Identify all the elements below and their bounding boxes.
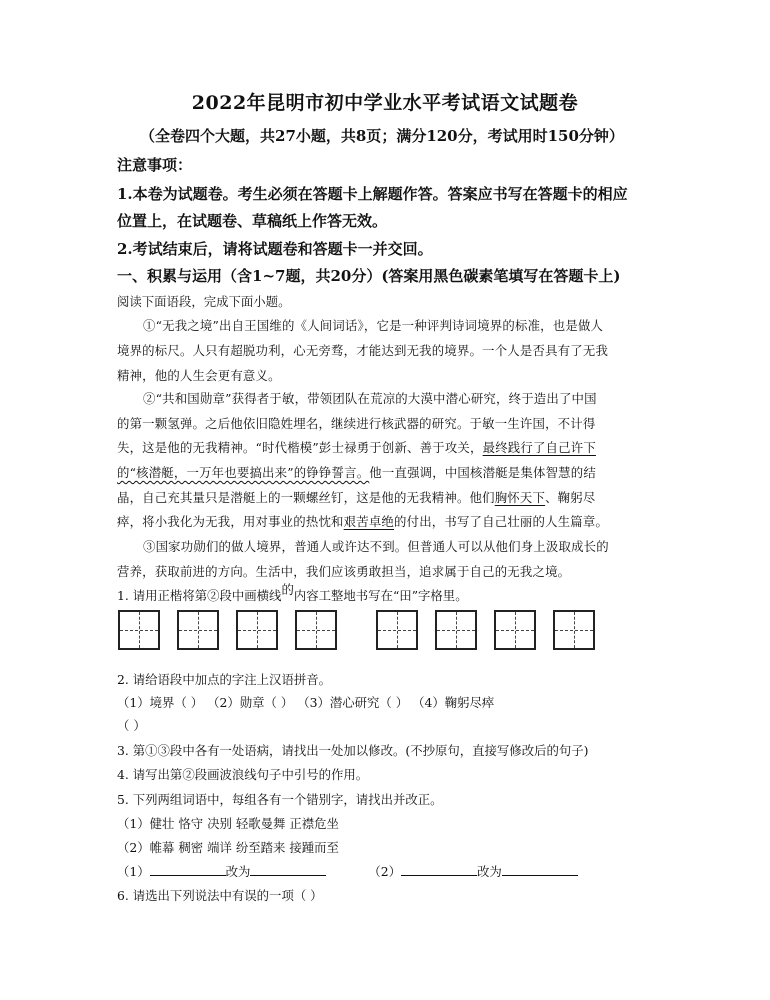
question-2-options: （1）境界（ ） （2）勋章（ ） （3）潜心研究（ ） （4）鞠躬尽瘁 xyxy=(117,695,495,710)
tianzige-box[interactable] xyxy=(236,610,278,650)
passage-text: 晶，自己充其量只是潜艇上的一颗螺丝钉，这是他的无我精神。他们 xyxy=(117,490,495,505)
passage-p2-line6 xyxy=(117,512,608,530)
question-1: 1. 请用正楷将第②段中画横线的内容工整地书写在“田”字格里。 xyxy=(117,582,468,603)
question-5-answer-line: （1） 改为 （2） 改为 xyxy=(117,862,578,880)
tianzige-box[interactable] xyxy=(435,610,477,650)
section-heading: 一、积累与运用（含1~7题，共20分）(答案用黑色碳素笔填写在答题卡上) xyxy=(117,267,621,285)
tianzige-box[interactable] xyxy=(118,610,160,650)
passage-text: 的付出，书写了自己壮丽的人生篇章。 xyxy=(394,514,609,529)
answer-blank[interactable] xyxy=(250,863,326,876)
notice-item-1a: 1.本卷为试题卷。考生必须在答题卡上解题作答。答案应书写在答题卡的相应 xyxy=(117,185,628,203)
question-2: 2. 请给语段中加点的字注上汉语拼音。 xyxy=(117,672,332,687)
passage-p2-line5 xyxy=(117,488,595,506)
question-6: 6. 请选出下列说法中有误的一项（ ） xyxy=(117,888,323,903)
passage-p3-line1: ③国家功勋们的做人境界，普通人或许达不到。但普通人可以从他们身上汲取成长的 xyxy=(143,539,609,554)
tianzige-box[interactable] xyxy=(177,610,219,650)
answer-blank[interactable] xyxy=(401,863,477,876)
question-5-group-2: （2）帷幕 稠密 端详 纷至踏来 接踵而至 xyxy=(117,840,339,855)
passage-p2-line4 xyxy=(117,463,596,481)
notice-item-1b: 位置上，在试题卷、草稿纸上作答无效。 xyxy=(117,212,388,230)
question-4: 4. 请写出第②段画波浪线句子中引号的作用。 xyxy=(117,767,369,782)
passage-p2-line1: ②“共和国勋章”获得者于敏，带领团队在荒凉的大漠中潜心研究，终于造出了中国 xyxy=(143,391,597,406)
passage-p1-line3: 精神，他的人生会更有意义。 xyxy=(117,368,281,383)
passage-text: 瘁，将小我化为无我，用对事业的热忱和 xyxy=(117,514,344,529)
exam-subtitle: （全卷四个大题，共27小题，共8页；满分120分，考试用时150分钟） xyxy=(140,127,624,145)
question-5-group-1: （1）健壮 恪守 决别 轻歌曼舞 正襟危坐 xyxy=(117,816,339,831)
passage-text: 失，这是他的无我精神。“时代楷模”彭士禄勇于创新、善于攻关， xyxy=(117,440,483,455)
underlined-idiom-1: 胸怀天下 xyxy=(494,490,546,505)
notice-item-2: 2.考试结束后，请将试题卷和答题卡一并交回。 xyxy=(117,240,433,258)
question-5: 5. 下列两组词语中，每组各有一个错别字，请找出并改正。 xyxy=(117,792,443,807)
passage-text: 、鞠躬尽 xyxy=(545,490,596,505)
tianzige-box[interactable] xyxy=(376,610,418,650)
passage-p1-line2: 境界的标尺。人只有超脱功利，心无旁骛，才能达到无我的境界。一个人是否具有了无我 xyxy=(117,343,609,358)
underlined-sentence-part1: 最终践行了自己许下 xyxy=(482,440,596,455)
tianzige-box[interactable] xyxy=(494,610,536,650)
passage-text: 他一直强调，中国核潜艇是集体智慧的结 xyxy=(369,465,596,480)
answer-blank[interactable] xyxy=(150,863,226,876)
question-3: 3. 第①③段中各有一处语病，请找出一处加以修改。(不抄原句，直接写修改后的句子) xyxy=(117,743,589,758)
question-2-last-option: （ ） xyxy=(117,718,146,733)
passage-p2-line2: 的第一颗氢弹。之后他依旧隐姓埋名，继续进行核武器的研究。于敏一生许国，不计得 xyxy=(117,416,596,431)
wavy-underlined-sentence: 的“核潜艇，一万年也要搞出来”的铮铮誓言。 xyxy=(117,465,370,480)
tianzige-box[interactable] xyxy=(295,610,337,650)
page-title: 2022年昆明市初中学业水平考试语文试题卷 xyxy=(191,92,579,114)
passage-p2-line3 xyxy=(117,438,596,456)
passage-p3-line2: 营养，获取前进的方向。生活中，我们应该勇敢担当，追求属于自己的无我之境。 xyxy=(117,564,571,579)
answer-blank[interactable] xyxy=(502,863,578,876)
tianzige-box[interactable] xyxy=(553,610,595,650)
underlined-idiom-2: 艰苦卓绝 xyxy=(343,514,395,529)
section-intro: 阅读下面语段，完成下面小题。 xyxy=(117,294,291,309)
notice-heading: 注意事项： xyxy=(117,156,193,174)
passage-p1-line1: ①“无我之境”出自王国维的《人间词话》，它是一种评判诗词境界的标准，也是做人 xyxy=(143,318,604,333)
